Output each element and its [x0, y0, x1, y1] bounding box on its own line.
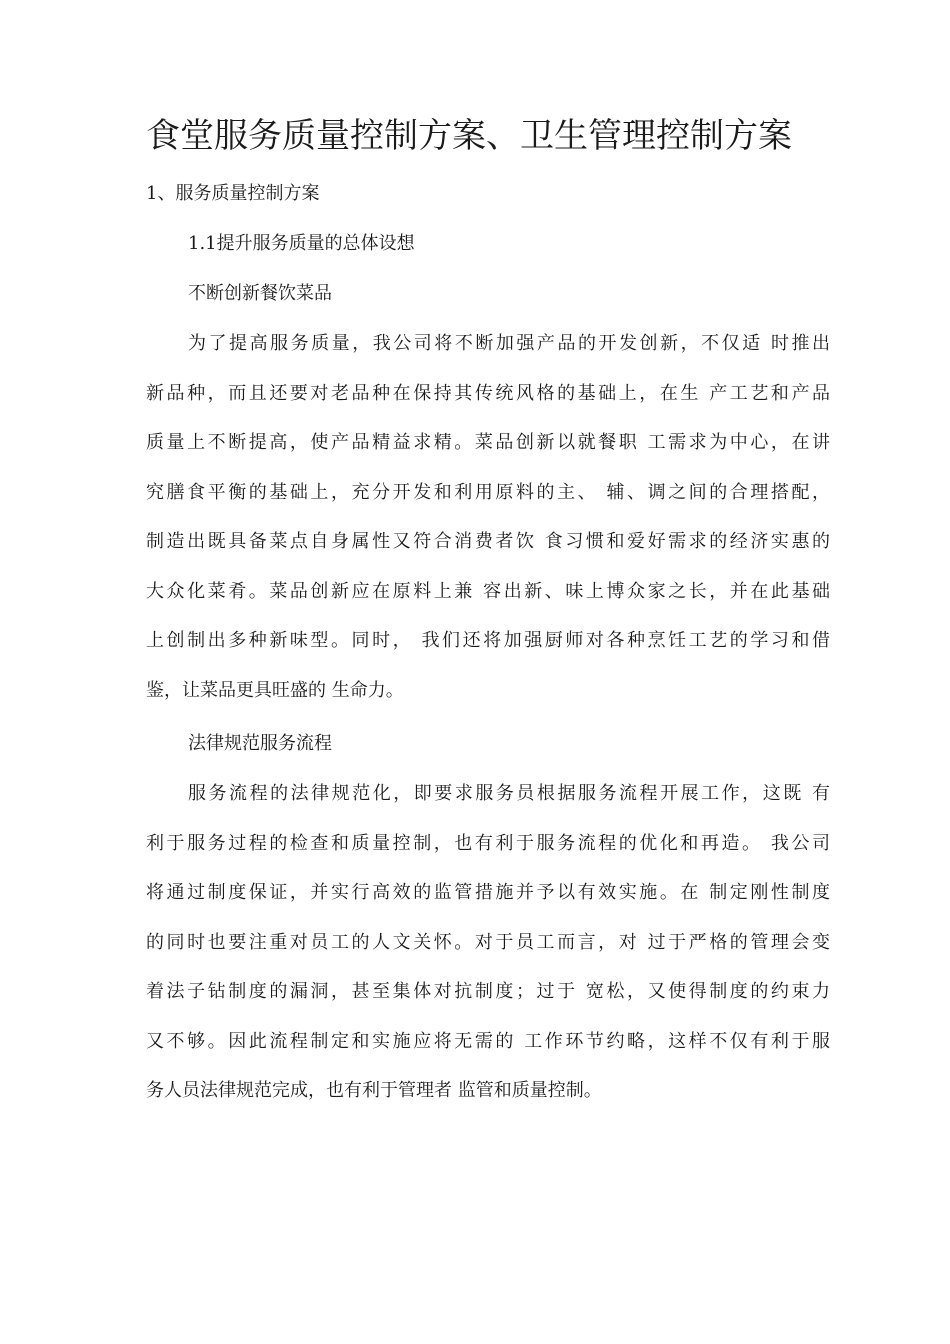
paragraph-line: 鉴，让菜品更具旺盛的 生命力。: [146, 679, 404, 701]
paragraph-process: [146, 780, 830, 1127]
paragraph-line: 大众化菜肴。菜品创新应在原料上兼 容出新、味上博众家之长，并在此基础: [146, 580, 830, 602]
paragraph-line: 制造出既具备菜点自身属性又符合消费者饮 食习惯和爱好需求的经济实惠的: [146, 531, 830, 552]
paragraph-line: 利于服务过程的检查和质量控制，也有利于服务流程的优化和再造。 我公司: [146, 832, 830, 854]
paragraph-line: 究膳食平衡的基础上，充分开发和利用原料的主、 辅、调之间的合理搭配，: [146, 481, 830, 503]
paragraph-line: 为了提高服务质量，我公司将不断加强产品的开发创新，不仅适 时推出: [188, 333, 830, 354]
paragraph-line: 新品种，而且还要对老品种在保持其传统风格的基础上，在生 产工艺和产品: [146, 382, 830, 404]
paragraph-line: 服务流程的法律规范化，即要求服务员根据服务流程开展工作，这既 有: [188, 783, 830, 804]
section-heading: 1、服务质量控制方案: [146, 183, 320, 204]
paragraph-heading-process: 法律规范服务流程: [188, 733, 332, 754]
document-title: 食堂服务质量控制方案、卫生管理控制方案: [146, 116, 792, 156]
subsection-heading: 1.1提升服务质量的总体设想: [188, 233, 415, 254]
paragraph-line: 质量上不断提高，使产品精益求精。菜品创新以就餐职 工需求为中心，在讲: [146, 432, 830, 453]
paragraph-line: 着法子钻制度的漏洞，甚至集体对抗制度；过于 宽松，又使得制度的约束力: [146, 981, 830, 1002]
paragraph-line: 将通过制度保证，并实行高效的监管措施并予以有效实施。在 制定刚性制度: [146, 882, 830, 903]
paragraph-line: 务人员法律规范完成，也有利于管理者 监管和质量控制。: [146, 1080, 602, 1101]
paragraph-line: 又不够。因此流程制定和实施应将无需的 工作环节约略，这样不仅有利于服: [146, 1030, 830, 1052]
paragraph-innovation: [146, 330, 830, 726]
paragraph-line: 上创制出多种新味型。同时， 我们还将加强厨师对各种烹饪工艺的学习和借: [146, 630, 830, 651]
paragraph-heading-innovation: 不断创新餐饮菜品: [188, 283, 332, 304]
paragraph-line: 的同时也要注重对员工的人文关怀。对于员工而言，对 过于严格的管理会变: [146, 931, 830, 953]
